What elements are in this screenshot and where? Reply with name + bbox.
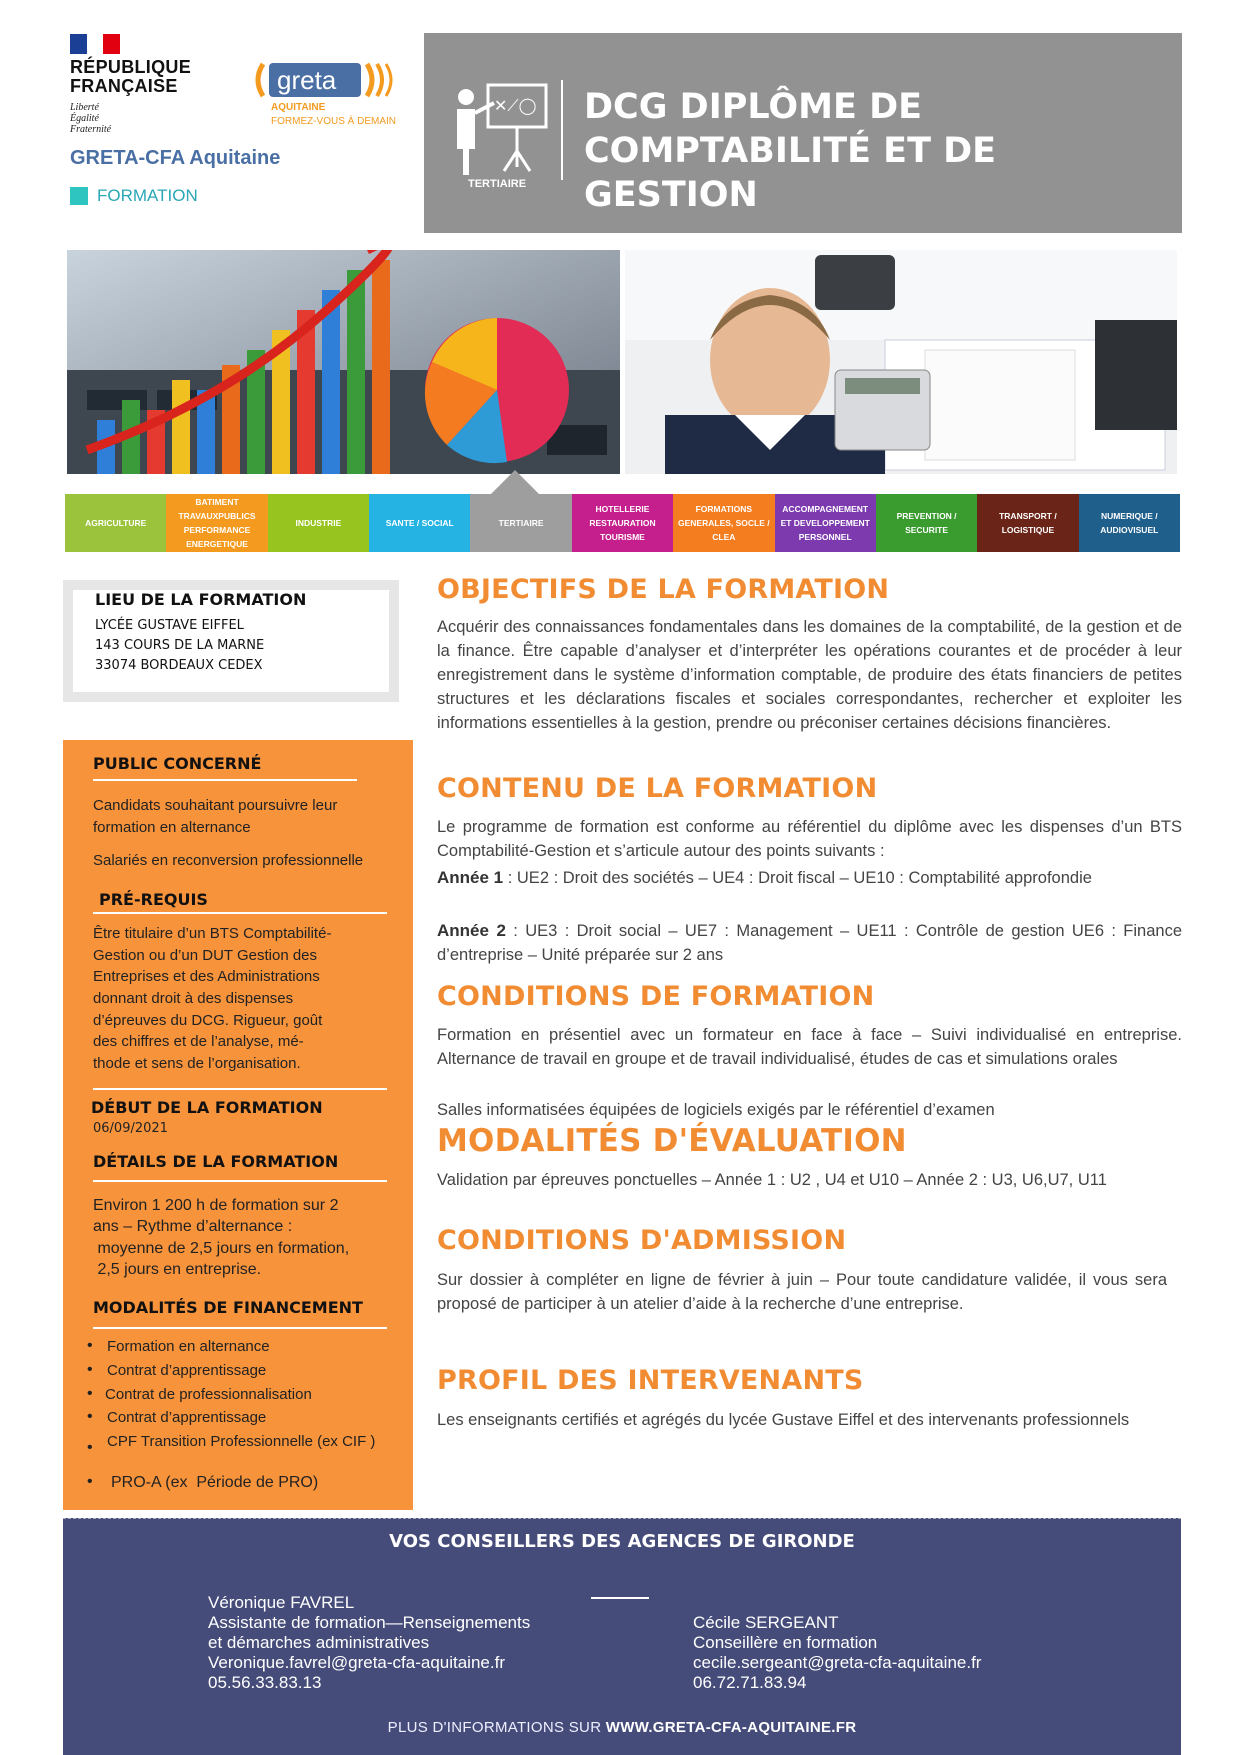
- prerequis-text: Gestion ou d’un DUT Gestion des: [93, 947, 318, 964]
- prerequis-text: donnant droit à des dispenses: [93, 990, 294, 1007]
- page-title: DCG DIPLÔME DE COMPTABILITÉ ET DE GESTION: [584, 87, 997, 215]
- greta-logo: [255, 58, 405, 128]
- lieu-box: [63, 580, 399, 702]
- evaluation-heading: MODALITÉS D'ÉVALUATION: [437, 1123, 907, 1159]
- category-industrie[interactable]: INDUSTRIE: [268, 494, 369, 552]
- teacher-board-icon: [454, 81, 554, 191]
- phone: 05.56.33.83.13: [208, 1673, 322, 1692]
- svg-text:AQUITAINE: AQUITAINE: [271, 102, 326, 113]
- debut-heading: DÉBUT DE LA FORMATION: [91, 1098, 323, 1117]
- lieu-line: 143 COURS DE LA MARNE: [95, 638, 265, 653]
- divider: [93, 1327, 387, 1329]
- category-prevention[interactable]: PREVENTION / SECURITE: [876, 494, 977, 552]
- footer-title: VOS CONSEILLERS DES AGENCES DE GIRONDE: [389, 1531, 855, 1552]
- objectifs-text: Acquérir des connaissances fondamentales dans les domaines de la comptabilité, de la gestion et de la finance. Être capable d’analyser et d’interpréter les opérations courantes et de procéder à leur enregistrement dans le système d’information comptable, de produire des états financiers de petites structures et les déclarations fiscales et sociales correspondantes, rechercher et exploiter les informations essentielles à la gestion, prendre ou préconiser certaines décisions financières.: [437, 618, 1182, 732]
- email-link[interactable]: Veronique.favrel@greta-cfa-aquitaine.fr: [208, 1653, 505, 1672]
- category-label: TERTIAIRE: [468, 178, 527, 190]
- divider: [93, 1088, 387, 1090]
- email-link[interactable]: cecile.sergeant@greta-cfa-aquitaine.fr: [693, 1653, 982, 1672]
- accountant-photo: [625, 250, 1177, 474]
- category-agriculture[interactable]: AGRICULTURE: [65, 494, 166, 552]
- phone: 06.72.71.83.94: [693, 1673, 807, 1692]
- prerequis-heading: PRÉ-REQUIS: [99, 890, 208, 909]
- contact-favrel: Véronique FAVREL Assistante de formation—Renseignements et démarches administratives Veronique.favrel@greta-cfa-aquitaine.fr 05.56.33.83.13: [208, 1593, 531, 1692]
- public-heading: PUBLIC CONCERNÉ: [93, 754, 262, 773]
- chart-photo: [67, 250, 620, 474]
- divider: [93, 779, 357, 781]
- category-numerique[interactable]: NUMERIQUE / AUDIOVISUEL: [1079, 494, 1180, 552]
- details-text: Environ 1 200 h de formation sur 2: [93, 1197, 339, 1214]
- public-text: Candidats souhaitant poursuivre leur: [93, 797, 338, 814]
- title-box: [424, 33, 1182, 233]
- prerequis-text: d’épreuves du DCG. Rigueur, goût: [93, 1012, 323, 1029]
- category-sante-social[interactable]: SANTE / SOCIAL: [369, 494, 470, 552]
- details-text: ans – Rythme d’alternance :: [93, 1218, 293, 1235]
- profil-heading: PROFIL DES INTERVENANTS: [437, 1365, 864, 1396]
- more-info: [63, 1719, 1181, 1736]
- divider: [93, 1180, 387, 1182]
- formation-tag: [70, 186, 198, 206]
- formation-label: FORMATION: [97, 186, 198, 205]
- footer: [63, 1518, 1181, 1755]
- prerequis-text: des chiffres et de l’analyse, mé-: [93, 1033, 304, 1050]
- divider: [93, 912, 387, 914]
- lieu-line: 33074 BORDEAUX CEDEX: [95, 658, 263, 673]
- formation-square-icon: [70, 187, 88, 205]
- category-transport[interactable]: TRANSPORT / LOGISTIQUE: [977, 494, 1078, 552]
- contenu-heading: CONTENU DE LA FORMATION: [437, 773, 878, 804]
- prerequis-text: Être titulaire d’un BTS Comptabilité-: [93, 925, 332, 942]
- category-batiment[interactable]: BATIMENT TRAVAUXPUBLICS PERFORMANCE ENERGETIQUE: [166, 494, 267, 552]
- svg-text:greta: greta: [277, 65, 337, 95]
- category-accompagnement[interactable]: ACCOMPAGNEMENT ET DEVELOPPEMENT PERSONNEL: [775, 494, 876, 552]
- public-text: formation en alternance: [93, 819, 251, 836]
- contenu-annee1: Année 1 : UE2 : Droit des sociétés – UE4 : Droit fiscal – UE10 : Comptabilité approfondie: [437, 868, 1092, 887]
- category-bar: [65, 494, 1180, 552]
- lieu-heading: LIEU DE LA FORMATION: [95, 590, 307, 609]
- lieu-line: LYCÉE GUSTAVE EIFFEL: [95, 618, 244, 633]
- public-text: Salariés en reconversion professionnelle: [93, 852, 364, 869]
- prerequis-text: thode et sens de l’organisation.: [93, 1055, 301, 1072]
- title-separator: [561, 80, 563, 180]
- details-heading: DÉTAILS DE LA FORMATION: [93, 1152, 339, 1171]
- admission-text: Sur dossier à compléter en ligne de février à juin – Pour toute candidature validée, il vous sera proposé de participer à un atelier d’aide à la recherche d’une entreprise.: [437, 1271, 1167, 1313]
- republic-motto: Liberté Égalité Fraternité: [70, 102, 112, 135]
- footer-divider: [591, 1597, 649, 1599]
- more-info-prefix: PLUS D'INFORMATIONS SUR: [387, 1719, 606, 1736]
- info-panel: PUBLIC CONCERNÉ Candidats souhaitant poursuivre leur formation en alternance Salariés en reconversion professionnelle PRÉ-REQUIS Être titulaire d’un BTS Comptabilité- Gestion ou d’un DUT Gestion des Entreprises et des Administrations donnant droit à des dispenses d’épreuves du DCG. Rigueur, goût des chiffres et de l’analyse, mé- thode et sens de l’organisation. DÉBUT DE LA FORMATION 06/09/2021 DÉTAILS DE LA FORMATION Environ 1 200 h de formation sur 2 ans – Rythme d’alternance : moyenne de 2,5 jours en formation, 2,5 jours en entreprise. MODALITÉS DE FINANCEMENT • Formation en alternance • Contrat d’apprentissage • Contrat de professionnalisation • Contrat d’apprentissage • CPF Transition Professionnelle (ex CIF ) • PRO-A (ex Période de PRO): [63, 740, 413, 1510]
- evaluation-text: Validation par épreuves ponctuelles – Année 1 : U2 , U4 et U10 – Année 2 : U3, U6,U7, U11: [437, 1171, 1107, 1189]
- greta-cfa-name: GRETA-CFA Aquitaine: [70, 147, 281, 169]
- profil-text: Les enseignants certifiés et agrégés du lycée Gustave Eiffel et des intervenants professionnels: [437, 1411, 1130, 1429]
- details-text: moyenne de 2,5 jours en formation,: [93, 1240, 350, 1257]
- admission-heading: CONDITIONS D'ADMISSION: [437, 1225, 847, 1256]
- contenu-intro: Le programme de formation est conforme au référentiel du diplôme avec les dispenses d’un BTS Comptabilité-Gestion et s’articule autour des points suivants :: [437, 818, 1182, 860]
- category-tertiaire[interactable]: TERTIAIRE: [470, 494, 571, 552]
- debut-date: 06/09/2021: [93, 1121, 168, 1136]
- category-hotellerie[interactable]: HOTELLERIE RESTAURATION TOURISME: [572, 494, 673, 552]
- svg-text:✕⟋◯: ✕⟋◯: [494, 96, 537, 115]
- contenu-annee2: Année 2 : UE3 : Droit social – UE7 : Management – UE11 : Contrôle de gestion UE6 : Finance d’entreprise – Unité préparée sur 2 ans: [437, 921, 1182, 964]
- svg-text:FORMEZ-VOUS À DEMAIN: FORMEZ-VOUS À DEMAIN: [271, 116, 397, 127]
- financement-heading: MODALITÉS DE FINANCEMENT: [93, 1298, 363, 1317]
- website-link[interactable]: WWW.GRETA-CFA-AQUITAINE.FR: [605, 1719, 857, 1736]
- conditions-text: Formation en présentiel avec un formateur en face à face – Suivi individualisé en entreprise. Alternance de travail en groupe et de travail individualisé, études de cas et simulations orales: [437, 1026, 1182, 1068]
- french-flag-logo: [70, 34, 120, 54]
- category-pointer-icon: [491, 470, 539, 494]
- details-text: 2,5 jours en entreprise.: [93, 1261, 262, 1278]
- contact-sergeant: Cécile SERGEANT Conseillère en formation cecile.sergeant@greta-cfa-aquitaine.fr 06.72.71.83.94: [693, 1613, 982, 1692]
- category-formations-generales[interactable]: FORMATIONS GENERALES, SOCLE / CLEA: [673, 494, 774, 552]
- prerequis-text: Entreprises et des Administrations: [93, 968, 320, 985]
- objectifs-heading: OBJECTIFS DE LA FORMATION: [437, 574, 890, 605]
- conditions-text-2: Salles informatisées équipées de logiciels exigés par le référentiel d’examen: [437, 1101, 995, 1119]
- conditions-heading: CONDITIONS DE FORMATION: [437, 981, 875, 1012]
- republique-francaise-logo-text: RÉPUBLIQUE FRANÇAISE: [70, 57, 192, 96]
